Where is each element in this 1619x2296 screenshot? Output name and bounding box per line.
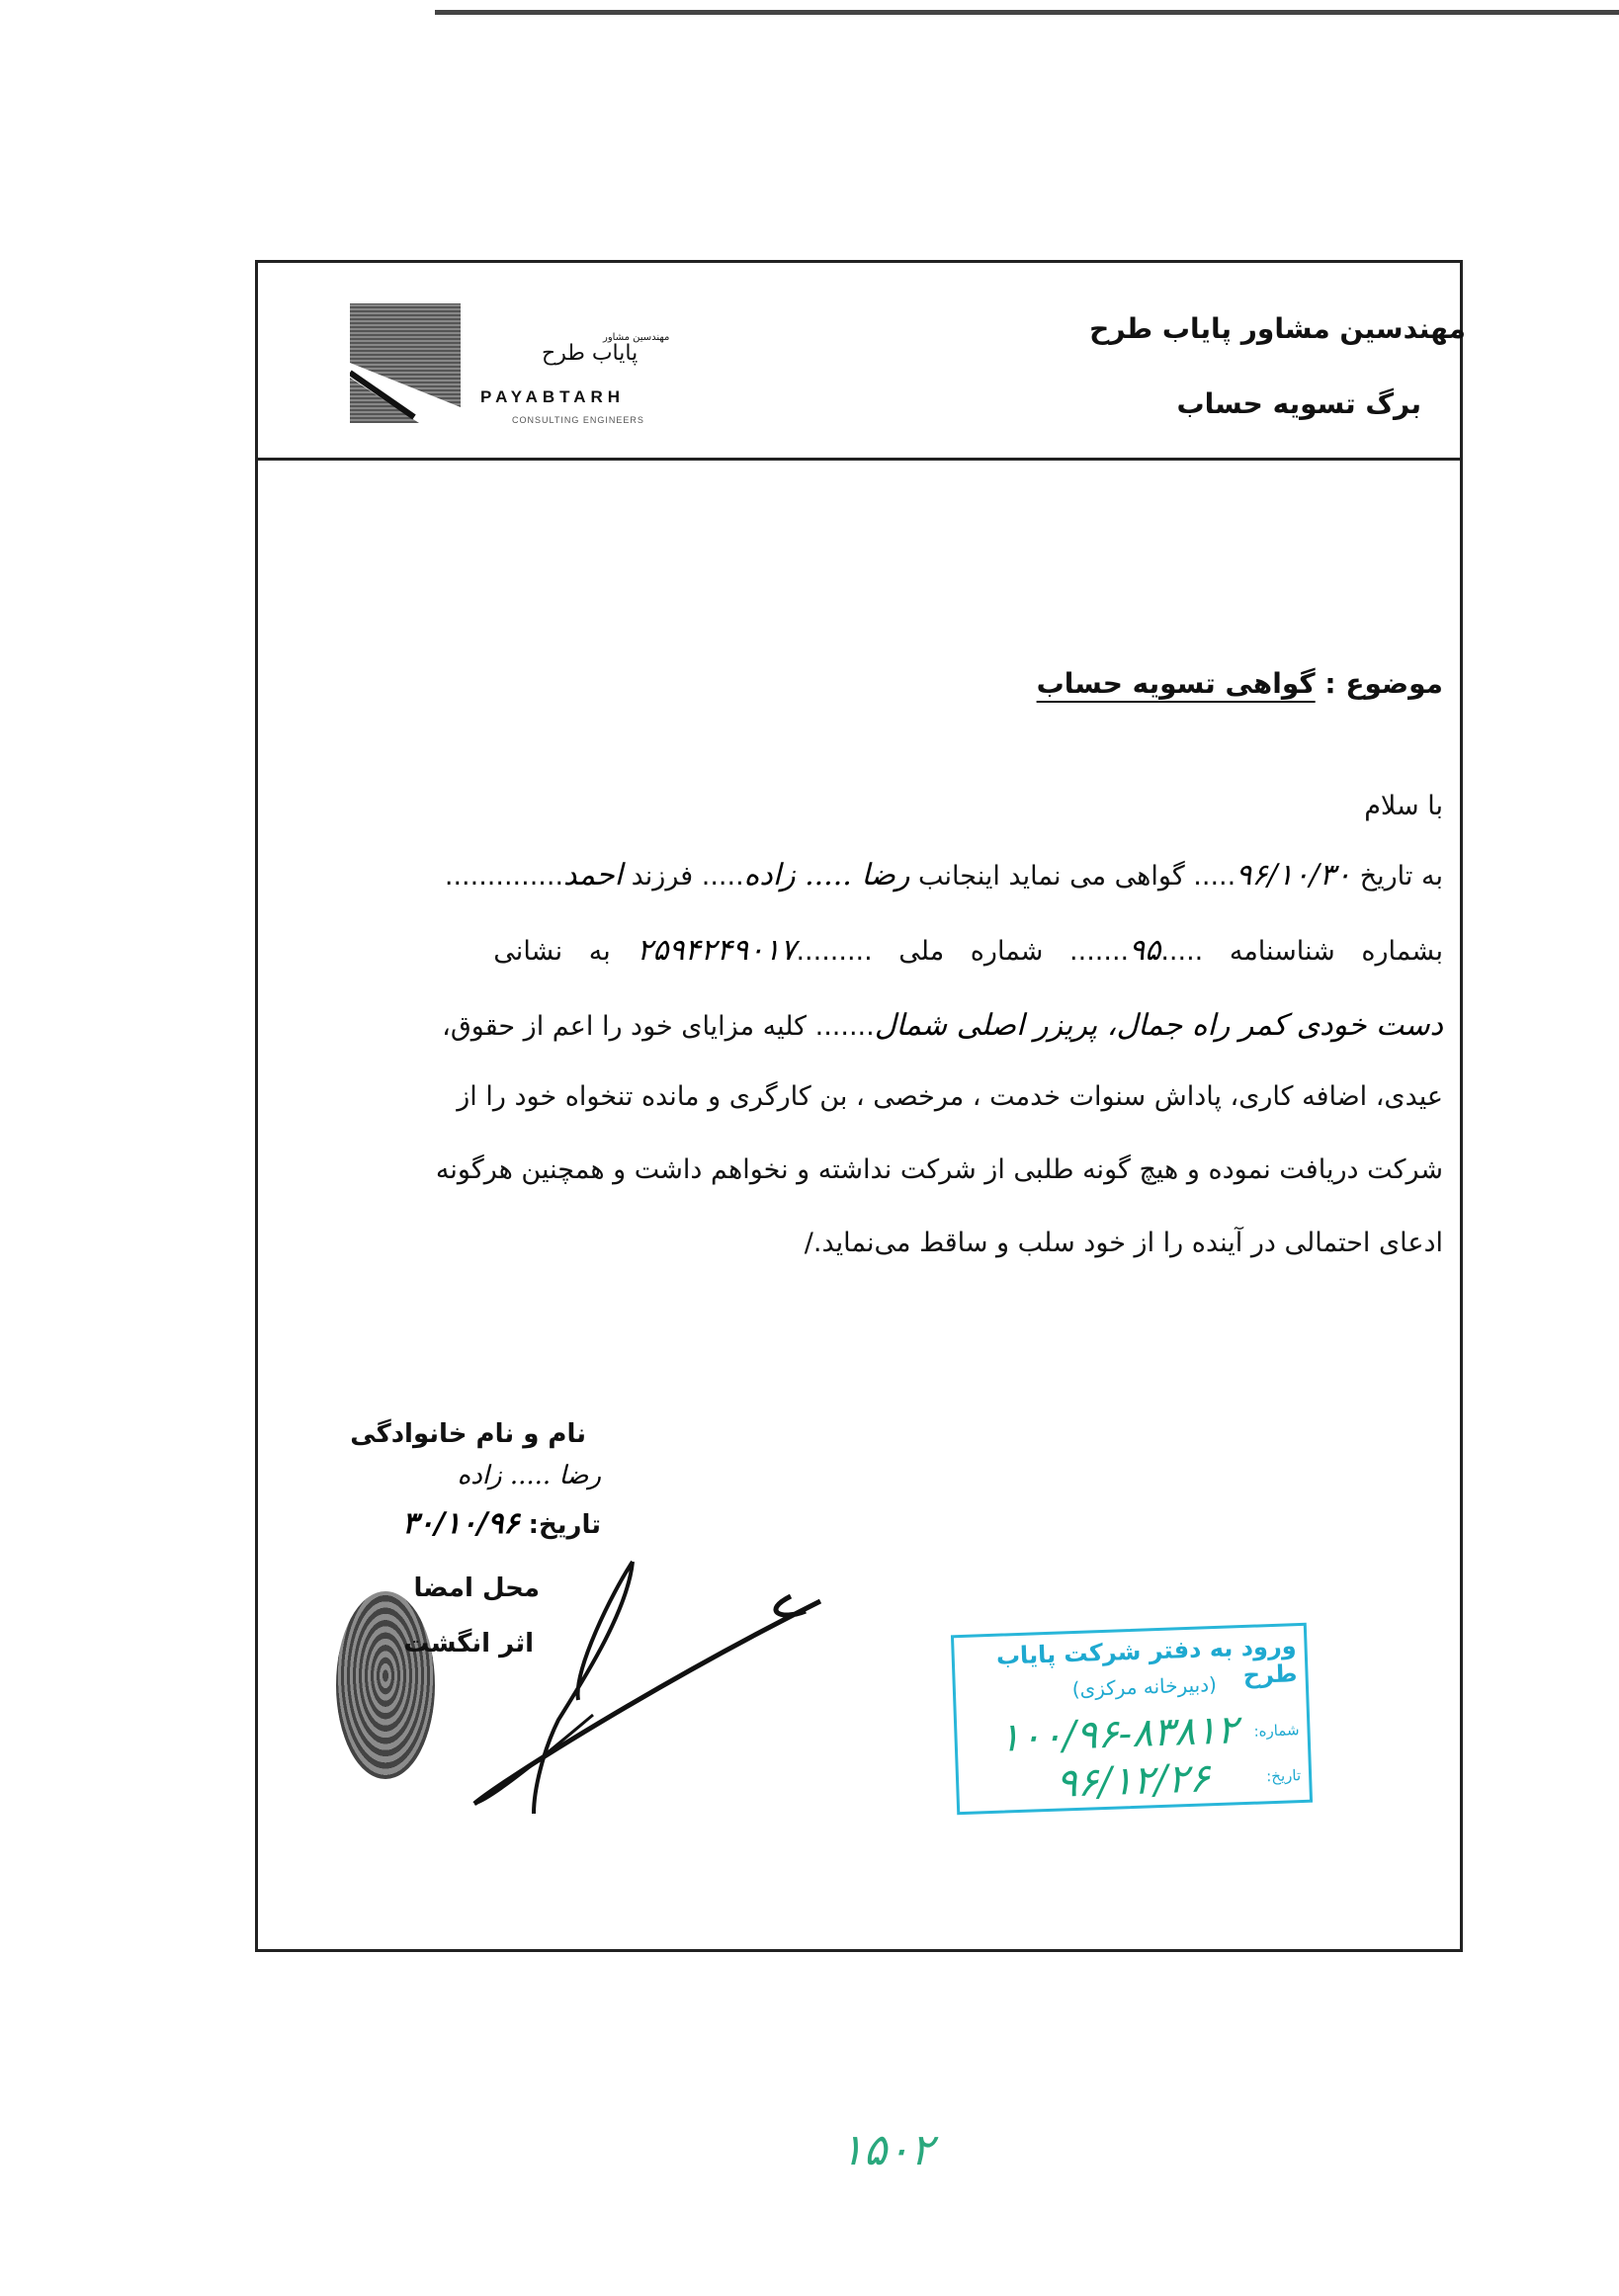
stamp-date-value: ۹۶/۱۲/۲۶ bbox=[1055, 1755, 1211, 1807]
handwritten-signer-name: رضا ..... زاده bbox=[457, 1461, 601, 1490]
subject-label: موضوع : bbox=[1324, 667, 1443, 700]
text-line-2: بشماره شناسنامه .....۹۵....... شماره ملی .........۲۵۹۴۲۴۹۰۱۷ به نشانی bbox=[493, 933, 1443, 968]
label-certify: گواهی می نماید اینجانب bbox=[918, 861, 1185, 892]
stamp-date-label: تاریخ: bbox=[1265, 1766, 1302, 1786]
text-line-1: به تاریخ ۹۶/۱۰/۳۰..... گواهی می نماید اینجانب رضا ..... زاده..... فرزند احمد.............. bbox=[444, 858, 1443, 893]
handwritten-national-id: ۲۵۹۴۲۴۹۰۱۷ bbox=[637, 933, 797, 968]
stamp-title: ورود به دفتر شرکت پایاب طرح bbox=[995, 1632, 1298, 1690]
logo-tagline: CONSULTING ENGINEERS bbox=[512, 415, 644, 425]
handwritten-signer-date: ۳۰/۱۰/۹۶ bbox=[401, 1506, 520, 1541]
subject-value: گواهی تسویه حساب bbox=[1036, 667, 1316, 700]
stamp-number-value: ۱۰۰/۹۶-۸۳۸۱۲ bbox=[997, 1707, 1239, 1761]
greeting: با سلام bbox=[1364, 791, 1443, 821]
label-address: به نشانی bbox=[493, 936, 611, 967]
signature-place-label: محل امضا bbox=[413, 1573, 540, 1603]
signer-date bbox=[402, 1506, 601, 1541]
fingerprint-icon bbox=[336, 1591, 435, 1779]
logo-name-en: PAYABTARH bbox=[480, 387, 626, 406]
text-benefits: کلیه مزایای خود را اعم از حقوق، bbox=[442, 1011, 808, 1042]
name-label: نام و نام خانوادگی bbox=[350, 1419, 586, 1449]
page-number: ۱۵۰۲ bbox=[840, 2125, 934, 2175]
company-logo-icon bbox=[350, 303, 461, 423]
subject-line bbox=[1037, 667, 1443, 700]
label-id-number: بشماره شناسنامه bbox=[1229, 936, 1443, 967]
label-date: به تاریخ bbox=[1359, 861, 1443, 892]
text-line-3: دست خودی کمر راه جمال، پریزر اصلی شمال....... کلیه مزایای خود را اعم از حقوق، bbox=[442, 1008, 1443, 1043]
label-child-of: فرزند bbox=[631, 861, 694, 892]
signature-icon bbox=[465, 1552, 840, 1819]
company-title: مهندسین مشاور پایاب طرح bbox=[1089, 312, 1466, 345]
logo-subtitle: مهندسین مشاور bbox=[603, 332, 670, 343]
header-divider bbox=[255, 458, 1463, 461]
date-label: تاریخ: bbox=[528, 1510, 601, 1540]
text-line-4: عیدی، اضافه کاری، پاداش سنوات خدمت ، مرخصی ، بن کارگری و مانده تنخواه خود را از bbox=[457, 1081, 1443, 1112]
text-line-6: ادعای احتمالی در آینده را از خود سلب و ساقط می‌نماید./ bbox=[804, 1228, 1443, 1258]
label-national-id: شماره ملی bbox=[898, 936, 1044, 967]
logo-name-fa: پایاب طرح bbox=[542, 341, 639, 366]
scan-edge bbox=[435, 10, 1619, 15]
office-entry-stamp bbox=[951, 1623, 1313, 1815]
text-line-5: شرکت دریافت نموده و هیچ گونه طلبی از شرکت نداشته و نخواهم داشت و همچنین هرگونه bbox=[435, 1154, 1443, 1185]
handwritten-date: ۹۶/۱۰/۳۰ bbox=[1236, 858, 1352, 893]
stamp-number-label: شماره: bbox=[1253, 1721, 1300, 1741]
handwritten-address: دست خودی کمر راه جمال، پریزر اصلی شمال bbox=[874, 1008, 1443, 1043]
handwritten-id-number: ۹۵ bbox=[1129, 933, 1161, 968]
form-title: برگ تسویه حساب bbox=[1176, 387, 1421, 420]
handwritten-name: رضا ..... زاده bbox=[743, 858, 910, 893]
handwritten-father-name: احمد bbox=[563, 858, 624, 893]
stamp-subtitle: (دبیرخانه مرکزی) bbox=[1071, 1671, 1218, 1702]
fingerprint-label: اثر انگشت bbox=[403, 1629, 534, 1658]
